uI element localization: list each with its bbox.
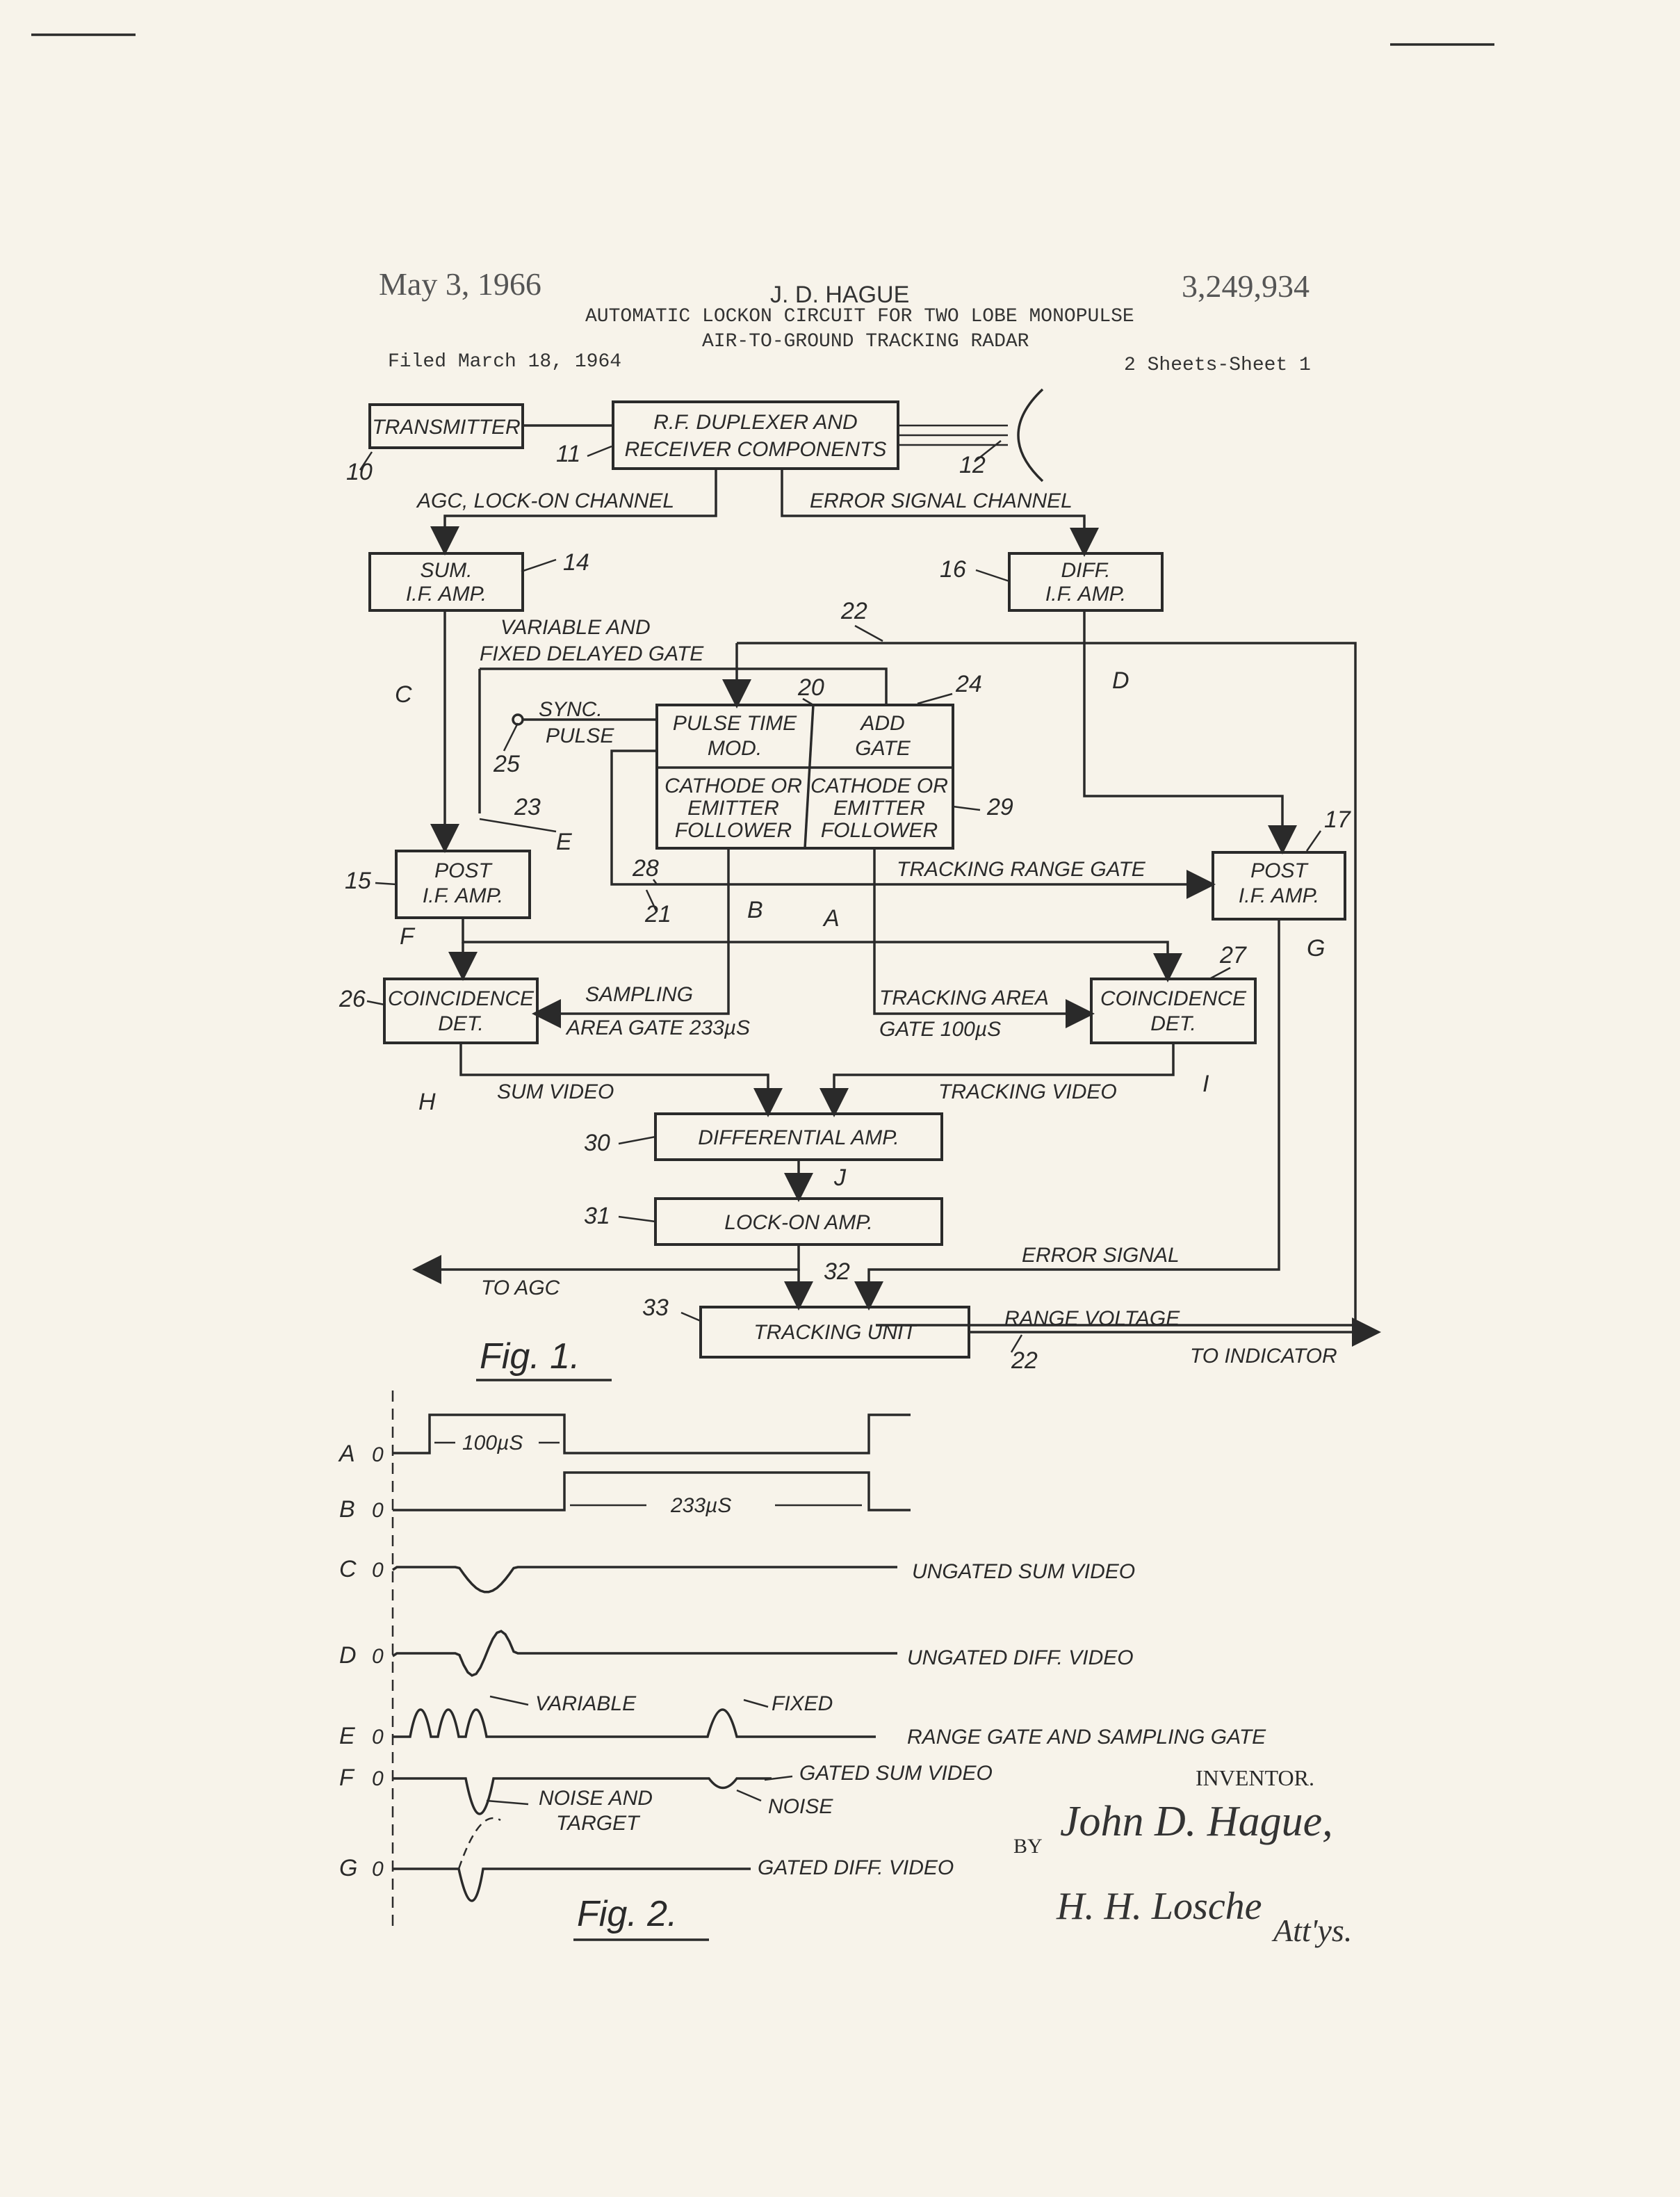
- t100-label: 100µS: [462, 1432, 523, 1454]
- by-label: BY: [1013, 1835, 1043, 1858]
- ref-22-top: 22: [841, 598, 867, 624]
- to-agc-line: [417, 1245, 799, 1270]
- antenna-reflector: [1018, 389, 1043, 481]
- variable-wave-label: VARIABLE: [535, 1692, 637, 1715]
- transmitter-label: TRANSMITTER: [372, 416, 521, 439]
- ref-24: 24: [956, 671, 982, 697]
- variable-label-2: FIXED DELAYED GATE: [480, 642, 704, 665]
- ref-11: 11: [556, 441, 581, 467]
- trace-D-waveform: [393, 1631, 897, 1676]
- cathode-l-label-2: EMITTER: [687, 797, 779, 820]
- ref-31: 31: [584, 1203, 610, 1229]
- agc-channel-label: AGC, LOCK-ON CHANNEL: [417, 489, 675, 512]
- trace-A-zero: 0: [372, 1443, 384, 1466]
- trace-D-zero: 0: [372, 1645, 384, 1668]
- error-signal-label: ERROR SIGNAL: [1022, 1244, 1180, 1267]
- ref-14: 14: [563, 549, 589, 576]
- noise-target-label-1: NOISE AND: [539, 1787, 653, 1810]
- signal-C: C: [395, 681, 412, 708]
- patent-number: 3,249,934: [1182, 268, 1310, 304]
- ref-16: 16: [940, 556, 966, 583]
- sampling-label-2: AREA GATE 233µS: [566, 1016, 751, 1039]
- add-gate-label-1: ADD: [861, 712, 905, 735]
- ref-20: 20: [798, 674, 824, 701]
- cathode-r-label-1: CATHODE OR: [810, 775, 948, 797]
- ptm-label-2: MOD.: [707, 737, 762, 760]
- title-line-2: AIR-TO-GROUND TRACKING RADAR: [702, 331, 1029, 352]
- trace-G-dashed-waveform: [459, 1818, 500, 1869]
- ref-17: 17: [1324, 806, 1351, 833]
- ref-10: 10: [346, 459, 373, 485]
- sync-input-terminal: [513, 715, 523, 724]
- post-if-l-label-2: I.F. AMP.: [422, 884, 504, 907]
- trace-C-zero: 0: [372, 1559, 384, 1582]
- sum-video-label: SUM VIDEO: [497, 1080, 614, 1103]
- coinc-r-label-2: DET.: [1150, 1012, 1196, 1035]
- diff-amp-label: DIFFERENTIAL AMP.: [698, 1126, 899, 1149]
- trace-D-letter: D: [339, 1642, 357, 1669]
- ref-32: 32: [824, 1258, 850, 1285]
- trace-G-waveform: [393, 1869, 751, 1901]
- tracking-area-label-2: GATE 100µS: [879, 1018, 1002, 1041]
- inventor-label: INVENTOR.: [1196, 1765, 1314, 1790]
- ref-27: 27: [1220, 942, 1246, 968]
- ref-26: 26: [339, 986, 366, 1012]
- post-if-r-label-2: I.F. AMP.: [1238, 884, 1320, 907]
- noise-target-label-2: TARGET: [556, 1812, 639, 1835]
- ref-23: 23: [514, 794, 541, 820]
- filed-date: Filed March 18, 1964: [388, 351, 622, 373]
- trace-B-zero: 0: [372, 1499, 384, 1522]
- inventor-header: J. D. HAGUE: [770, 282, 910, 308]
- fig1-block-diagram: [339, 389, 1376, 1380]
- ref-30: 30: [584, 1130, 610, 1156]
- diff-to-post-if-line: [1084, 610, 1282, 850]
- trace-C-letter: C: [339, 1556, 357, 1582]
- ungated-diff-label: UNGATED DIFF. VIDEO: [907, 1646, 1134, 1669]
- sampling-label-1: SAMPLING: [585, 983, 694, 1006]
- sync-label-2: PULSE: [546, 724, 614, 747]
- to-indicator-label: TO INDICATOR: [1190, 1345, 1337, 1368]
- post-if-r-label-1: POST: [1250, 859, 1307, 882]
- attorney-signature: H. H. Losche: [1057, 1885, 1262, 1928]
- ref-28: 28: [633, 855, 659, 882]
- variable-label-1: VARIABLE AND: [500, 616, 651, 639]
- t233-label: 233µS: [671, 1494, 732, 1517]
- signal-J: J: [834, 1165, 846, 1191]
- ref-15: 15: [345, 868, 371, 894]
- diff-if-label-2: I.F. AMP.: [1045, 583, 1127, 606]
- fig2-timing-diagram: [338, 1391, 1266, 1940]
- add-gate-label-2: GATE: [855, 737, 911, 760]
- signature-block: [1013, 1765, 1352, 1948]
- signal-G: G: [1307, 935, 1326, 962]
- fig1-caption: Fig. 1.: [480, 1336, 580, 1377]
- cathode-r-label-3: FOLLOWER: [820, 819, 938, 842]
- cathode-r-label-2: EMITTER: [833, 797, 925, 820]
- gated-sum-label: GATED SUM VIDEO: [799, 1762, 993, 1785]
- signal-D: D: [1112, 667, 1129, 694]
- ptm-label-1: PULSE TIME: [672, 712, 797, 735]
- post-if-l-label-1: POST: [434, 859, 491, 882]
- sum-if-label-2: I.F. AMP.: [405, 583, 487, 606]
- noise-label: NOISE: [768, 1795, 833, 1818]
- cathode-l-label-3: FOLLOWER: [674, 819, 792, 842]
- inventor-signature: John D. Hague,: [1060, 1798, 1333, 1845]
- ref-25: 25: [494, 751, 520, 777]
- ref-29: 29: [987, 794, 1013, 820]
- attys-label: Att'ys.: [1273, 1913, 1353, 1948]
- ref-22-bottom: 22: [1011, 1347, 1038, 1374]
- signal-B: B: [747, 897, 763, 923]
- signal-E: E: [556, 829, 572, 855]
- cathode-l-label-1: CATHODE OR: [664, 775, 802, 797]
- trace-A-letter: A: [339, 1441, 355, 1467]
- sync-label-1: SYNC.: [539, 698, 603, 721]
- range-gate-label: RANGE GATE AND SAMPLING GATE: [907, 1726, 1266, 1749]
- range-voltage-label: RANGE VOLTAGE: [1004, 1307, 1180, 1330]
- signal-I: I: [1202, 1071, 1209, 1097]
- signal-H: H: [418, 1089, 436, 1115]
- ungated-sum-label: UNGATED SUM VIDEO: [912, 1560, 1136, 1583]
- tracking-video-label: TRACKING VIDEO: [938, 1080, 1117, 1103]
- ref-33: 33: [642, 1295, 669, 1321]
- trace-C-waveform: [393, 1567, 897, 1592]
- trace-B-letter: B: [339, 1496, 355, 1523]
- trace-E-letter: E: [339, 1723, 355, 1749]
- sum-if-label-1: SUM.: [420, 559, 473, 582]
- patent-date: May 3, 1966: [379, 266, 541, 302]
- fixed-wave-label: FIXED: [772, 1692, 833, 1715]
- post-if-to-coinc-right-line: [463, 918, 1168, 978]
- waveguide-lines: [898, 425, 1008, 445]
- fig2-caption: Fig. 2.: [577, 1894, 678, 1934]
- ref-12: 12: [959, 452, 986, 478]
- signal-F: F: [400, 923, 414, 950]
- duplexer-label-2: RECEIVER COMPONENTS: [624, 438, 887, 461]
- trace-F-letter: F: [339, 1765, 354, 1791]
- title-line-1: AUTOMATIC LOCKON CIRCUIT FOR TWO LOBE MONOPULSE: [585, 306, 1134, 327]
- lockon-amp-label: LOCK-ON AMP.: [724, 1211, 873, 1234]
- coinc-r-label-1: COINCIDENCE: [1100, 987, 1247, 1010]
- diff-if-label-1: DIFF.: [1061, 559, 1111, 582]
- trace-F-zero: 0: [372, 1767, 384, 1790]
- duplexer-label-1: R.F. DUPLEXER AND: [653, 411, 858, 434]
- tracking-area-label-1: TRACKING AREA: [879, 987, 1049, 1010]
- trace-E-zero: 0: [372, 1726, 384, 1749]
- tracking-unit-label: TRACKING UNIT: [753, 1321, 916, 1344]
- sheet-count: 2 Sheets-Sheet 1: [1124, 355, 1311, 376]
- signal-A: A: [824, 905, 840, 932]
- to-agc-label: TO AGC: [481, 1276, 560, 1299]
- coinc-l-label-1: COINCIDENCE: [387, 987, 535, 1010]
- trace-G-zero: 0: [372, 1858, 384, 1881]
- gated-diff-label: GATED DIFF. VIDEO: [758, 1856, 954, 1879]
- ref-21: 21: [645, 901, 671, 927]
- tracking-range-gate-label: TRACKING RANGE GATE: [897, 858, 1145, 881]
- error-channel-label: ERROR SIGNAL CHANNEL: [810, 489, 1073, 512]
- trace-G-letter: G: [339, 1855, 358, 1881]
- coinc-l-label-2: DET.: [438, 1012, 484, 1035]
